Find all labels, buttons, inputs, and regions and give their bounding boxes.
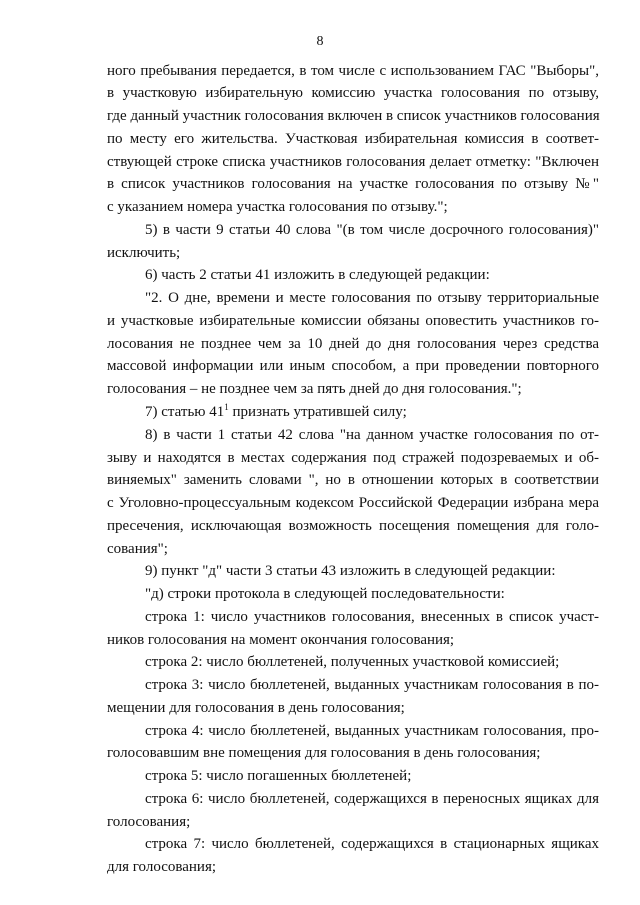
text-line: 8) в части 1 статьи 42 слова "на данном участке голосования по от- (145, 427, 599, 443)
text-line: "д) строки протокола в следующей последовательности: (145, 586, 505, 602)
page-number: 8 (316, 34, 324, 49)
text-line: для голосования; (107, 859, 217, 875)
text-line: голосования; (107, 814, 191, 830)
text-line: где данный участник голосования включен в список участников голосования (107, 108, 600, 124)
text-line: ников голосования на момент окончания голосования; (107, 632, 455, 648)
text-line: и участковые избирательные комиссии обязаны оповестить участников го- (107, 313, 599, 329)
text-line: "2. О дне, времени и месте голосования по отзыву территориальные (145, 290, 599, 306)
text-line: зыву и находятся в местах содержания под стражей подозреваемых и об- (107, 450, 599, 466)
text-line: строка 3: число бюллетеней, выданных участникам голосования в по- (145, 677, 599, 693)
text-line: с Уголовно-процессуальным кодексом Российской Федерации избрана мера (107, 495, 599, 511)
text-line: в список участников голосования на участке голосования по отзыву №" (107, 176, 599, 192)
text-fragment: 7) статью 41 (145, 404, 225, 420)
text-line: ствующей строке списка участников голосования делает отметку: "Включен (107, 154, 599, 170)
text-line: строка 7: число бюллетеней, содержащихся в стационарных ящиках (145, 836, 599, 852)
text-line: голосовавшим вне помещения для голосования в день голосования; (107, 745, 541, 761)
text-line: ного пребывания передается, в том числе с использованием ГАС "Выборы", (107, 63, 599, 79)
text-line: строка 1: число участников голосования, внесенных в список участ- (145, 609, 599, 625)
text-line (107, 403, 599, 422)
text-line: лосования не позднее чем за 10 дней до дня голосования через средства (107, 336, 599, 352)
text-line: с указанием номера участка голосования по отзыву."; (107, 199, 448, 215)
text-line: мещении для голосования в день голосования; (107, 700, 405, 716)
text-line: пресечения, исключающая возможность посещения помещения для голо- (107, 518, 599, 534)
text-line: по месту его жительства. Участковая избирательная комиссия в соответ- (107, 131, 599, 147)
text-line: сования"; (107, 541, 168, 557)
text-line: строка 5: число погашенных бюллетеней; (145, 768, 412, 784)
text-line: 5) в части 9 статьи 40 слова "(в том числе досрочного голосования)" (145, 222, 599, 238)
superscript: 1 (224, 402, 229, 412)
text-line: виняемых" заменить словами ", но в отношении которых в соответствии (107, 472, 599, 488)
text-line: 6) часть 2 статьи 41 изложить в следующей редакции: (145, 267, 490, 283)
text-line: в участковую избирательную комиссию участка голосования по отзыву, (107, 85, 599, 101)
text-line: строка 2: число бюллетеней, полученных участковой комиссией; (145, 654, 560, 670)
text-line: строка 6: число бюллетеней, содержащихся в переносных ящиках для (145, 791, 599, 807)
text-fragment: признать утратившей силу; (228, 404, 407, 420)
text-line: голосования – не позднее чем за пять дней до дня голосования."; (107, 381, 522, 397)
text-line: 9) пункт "д" части 3 статьи 43 изложить в следующей редакции: (145, 563, 556, 579)
text-line: строка 4: число бюллетеней, выданных участникам голосования, про- (145, 723, 599, 739)
text-line: исключить; (107, 245, 181, 261)
text-line: массовой информации или иным способом, а при проведении повторного (107, 358, 599, 374)
